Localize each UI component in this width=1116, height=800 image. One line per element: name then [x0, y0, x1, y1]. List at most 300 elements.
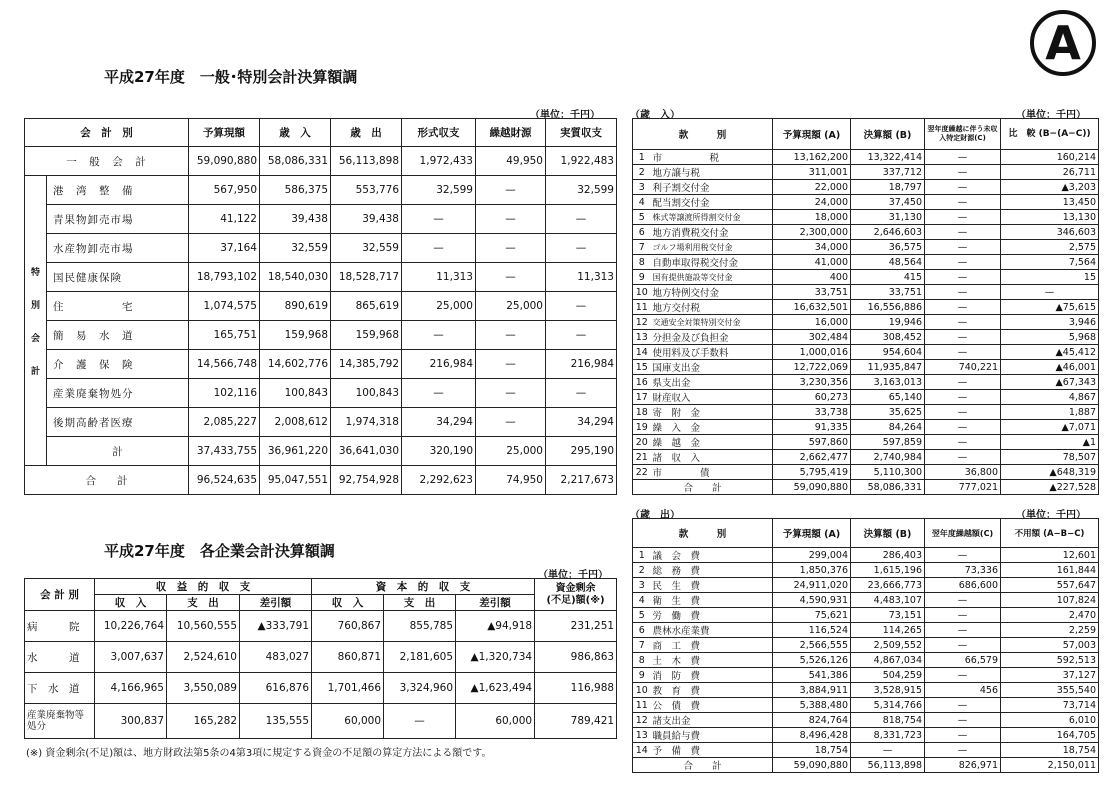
- cell: 100,843: [260, 379, 331, 408]
- row-name: 地方特例交付金: [651, 285, 773, 300]
- enterprise-title: 平成27年度 各企業会計決算額調: [104, 542, 335, 560]
- cell: —: [546, 234, 617, 263]
- row-no: 22: [633, 465, 651, 480]
- cell: 5,795,419: [773, 465, 851, 480]
- cell: 597,860: [773, 435, 851, 450]
- cell: 2,150,011: [1001, 758, 1099, 773]
- cell: 5,968: [1001, 330, 1099, 345]
- cell: 15: [1001, 270, 1099, 285]
- revenue-row: [633, 270, 1099, 285]
- row-no: 9: [633, 668, 651, 683]
- grand-total-row: [25, 466, 617, 495]
- row-no: 2: [633, 563, 651, 578]
- col-account: 会 計 別: [25, 579, 95, 611]
- col-carryover: 繰越財源: [476, 119, 546, 147]
- enterprise-row: [25, 704, 617, 739]
- expenditure-row: [633, 653, 1099, 668]
- cell: 13,130: [1001, 210, 1099, 225]
- row-no: 8: [633, 653, 651, 668]
- cell: 5,314,766: [851, 698, 925, 713]
- cell: —: [925, 195, 1001, 210]
- cell: 16,556,886: [851, 300, 925, 315]
- cell: 216,984: [546, 350, 617, 379]
- cell: 18,000: [773, 210, 851, 225]
- col-settled: 決算額 (B): [851, 519, 925, 548]
- cell: 865,619: [331, 292, 402, 321]
- cell: 58,086,331: [260, 147, 331, 176]
- cell: 56,113,898: [851, 758, 925, 773]
- cell: —: [925, 270, 1001, 285]
- row-name: 地方交付税: [651, 300, 773, 315]
- row-no: 4: [633, 593, 651, 608]
- special-label-char: 会: [30, 333, 40, 344]
- row-name: 分担金及び負担金: [651, 330, 773, 345]
- cell: —: [925, 548, 1001, 563]
- enterprise-row-label: 下 水 道: [25, 673, 95, 704]
- cell: 1,701,466: [312, 673, 384, 704]
- row-name: 国庫支出金: [651, 360, 773, 375]
- special-row: [25, 321, 617, 350]
- row-name: 諸支出金: [651, 713, 773, 728]
- cell: 26,711: [1001, 165, 1099, 180]
- row-no: 9: [633, 270, 651, 285]
- revenue-row: [633, 420, 1099, 435]
- cell: 2,259: [1001, 623, 1099, 638]
- cell: 777,021: [925, 480, 1001, 495]
- cell: 557,647: [1001, 578, 1099, 593]
- enterprise-row-label: 産業廃棄物等処分: [25, 704, 95, 739]
- cell: 59,090,880: [773, 480, 851, 495]
- cell: 24,000: [773, 195, 851, 210]
- enterprise-row: [25, 611, 617, 642]
- cell: 114,265: [851, 623, 925, 638]
- cell: 586,375: [260, 176, 331, 205]
- cell: 302,484: [773, 330, 851, 345]
- special-row: [25, 176, 617, 205]
- cell: ▲333,791: [240, 611, 312, 642]
- cell: 1,850,376: [773, 563, 851, 578]
- cell: 96,524,635: [189, 466, 260, 495]
- cell: —: [925, 225, 1001, 240]
- cell: 3,884,911: [773, 683, 851, 698]
- row-name: 繰 入 金: [651, 420, 773, 435]
- cell: 456: [925, 683, 1001, 698]
- row-name: 労 働 費: [651, 608, 773, 623]
- cell: ▲1,623,494: [456, 673, 535, 704]
- cell: 1,615,196: [851, 563, 925, 578]
- cell: 32,599: [546, 176, 617, 205]
- cell: 10,226,764: [95, 611, 167, 642]
- cell: ▲1: [1001, 435, 1099, 450]
- cell: —: [925, 623, 1001, 638]
- revenue-row: [633, 345, 1099, 360]
- col-settled: 決算額 (B): [851, 119, 925, 150]
- expenditure-row: [633, 578, 1099, 593]
- special-row: [25, 263, 617, 292]
- cell: 107,824: [1001, 593, 1099, 608]
- cell: 59,090,880: [773, 758, 851, 773]
- cell: 49,950: [476, 147, 546, 176]
- cell: 31,130: [851, 210, 925, 225]
- cell: 231,251: [535, 611, 617, 642]
- special-row: [25, 205, 617, 234]
- cell: 2,470: [1001, 608, 1099, 623]
- cell: 33,751: [851, 285, 925, 300]
- cell: 818,754: [851, 713, 925, 728]
- special-row: [25, 292, 617, 321]
- cell: —: [925, 210, 1001, 225]
- enterprise-note: (※) 資金剰余(不足)額は、地方財政法第5条の4第3項に規定する資金の不足額の算定方法による額です。: [26, 748, 492, 759]
- cell: 1,000,016: [773, 345, 851, 360]
- cell: 3,550,089: [167, 673, 240, 704]
- col-capital-out: 支 出: [384, 595, 456, 611]
- cell: —: [1001, 285, 1099, 300]
- row-name: 市 債: [651, 465, 773, 480]
- special-row-label: 産業廃棄物処分: [47, 379, 189, 408]
- row-name: 教 育 費: [651, 683, 773, 698]
- total-label: 合 計: [633, 758, 773, 773]
- cell: 165,751: [189, 321, 260, 350]
- cell: 5,110,300: [851, 465, 925, 480]
- cell: 74,950: [476, 466, 546, 495]
- cell: 25,000: [402, 292, 476, 321]
- expenditure-row: [633, 548, 1099, 563]
- cell: 6,010: [1001, 713, 1099, 728]
- cell: 860,871: [312, 642, 384, 673]
- cell: 16,000: [773, 315, 851, 330]
- revenue-total-row: [633, 480, 1099, 495]
- cell: 3,324,960: [384, 673, 456, 704]
- expenditure-row: [633, 563, 1099, 578]
- col-unused: 不用額 (A−B−C): [1001, 519, 1099, 548]
- col-income-out: 支 出: [167, 595, 240, 611]
- cell: 3,528,915: [851, 683, 925, 698]
- revenue-row: [633, 375, 1099, 390]
- cell: 18,540,030: [260, 263, 331, 292]
- cell: 34,294: [546, 408, 617, 437]
- row-no: 8: [633, 255, 651, 270]
- row-no: 10: [633, 285, 651, 300]
- special-account-label: [25, 176, 47, 466]
- cell: 73,336: [925, 563, 1001, 578]
- cell: 2,740,984: [851, 450, 925, 465]
- cell: 60,000: [456, 704, 535, 739]
- row-no: 11: [633, 698, 651, 713]
- enterprise-row: [25, 642, 617, 673]
- cell: 34,294: [402, 408, 476, 437]
- row-no: 6: [633, 623, 651, 638]
- expenditure-row: [633, 728, 1099, 743]
- row-no: 3: [633, 180, 651, 195]
- row-no: 21: [633, 450, 651, 465]
- cell: 300,837: [95, 704, 167, 739]
- cell: 483,027: [240, 642, 312, 673]
- row-no: 11: [633, 300, 651, 315]
- col-budget: 予算現額: [189, 119, 260, 147]
- row-no: 17: [633, 390, 651, 405]
- cell: 4,483,107: [851, 593, 925, 608]
- cell: 159,968: [331, 321, 402, 350]
- row-name: 農林水産業費: [651, 623, 773, 638]
- col-income-diff: 差引額: [240, 595, 312, 611]
- row-name: 株式等譲渡所得割交付金: [651, 210, 773, 225]
- cell: 3,163,013: [851, 375, 925, 390]
- cell: 25,000: [476, 292, 546, 321]
- cell: 1,922,483: [546, 147, 617, 176]
- cell: 2,085,227: [189, 408, 260, 437]
- general-unit: （単位：千円）: [530, 110, 600, 121]
- cell: 135,555: [240, 704, 312, 739]
- cell: —: [925, 330, 1001, 345]
- special-row: [25, 350, 617, 379]
- cell: 23,666,773: [851, 578, 925, 593]
- cell: 2,292,623: [402, 466, 476, 495]
- row-no: 12: [633, 315, 651, 330]
- cell: 37,127: [1001, 668, 1099, 683]
- cell: —: [925, 285, 1001, 300]
- enterprise-row-label: 水 道: [25, 642, 95, 673]
- cell: 4,867: [1001, 390, 1099, 405]
- cell: 1,972,433: [402, 147, 476, 176]
- cell: —: [925, 608, 1001, 623]
- cell: 84,264: [851, 420, 925, 435]
- cell: 24,911,020: [773, 578, 851, 593]
- cell: 2,008,612: [260, 408, 331, 437]
- row-name: 市 税: [651, 150, 773, 165]
- cell: 3,007,637: [95, 642, 167, 673]
- cell: 760,867: [312, 611, 384, 642]
- col-surplus-line1: 資金剰余: [555, 582, 596, 594]
- cell: 39,438: [331, 205, 402, 234]
- cell: 22,000: [773, 180, 851, 195]
- cell: 75,621: [773, 608, 851, 623]
- col-item: 款 別: [633, 519, 773, 548]
- cell: 159,968: [260, 321, 331, 350]
- row-no: 13: [633, 728, 651, 743]
- cell: —: [925, 698, 1001, 713]
- row-name: 配当割交付金: [651, 195, 773, 210]
- cell: 60,000: [312, 704, 384, 739]
- row-name: 衛 生 費: [651, 593, 773, 608]
- grand-total-label: 合 計: [25, 466, 189, 495]
- row-no: 14: [633, 743, 651, 758]
- cell: 32,559: [331, 234, 402, 263]
- special-row-label: 青果物卸売市場: [47, 205, 189, 234]
- row-no: 20: [633, 435, 651, 450]
- expenditure-total-row: [633, 758, 1099, 773]
- enterprise-table: [24, 578, 617, 739]
- special-row-label: 住 宅: [47, 292, 189, 321]
- special-row-label: 介 護 保 険: [47, 350, 189, 379]
- row-no: 15: [633, 360, 651, 375]
- revenue-row: [633, 210, 1099, 225]
- row-name: 利子割交付金: [651, 180, 773, 195]
- cell: —: [402, 205, 476, 234]
- cell: —: [925, 180, 1001, 195]
- cell: 2,575: [1001, 240, 1099, 255]
- cell: ▲94,918: [456, 611, 535, 642]
- cell: ▲1,320,734: [456, 642, 535, 673]
- special-row: [25, 379, 617, 408]
- cell: 57,003: [1001, 638, 1099, 653]
- col-expenditure: 歳 出: [331, 119, 402, 147]
- row-name: 消 防 費: [651, 668, 773, 683]
- revenue-row: [633, 315, 1099, 330]
- cell: 2,300,000: [773, 225, 851, 240]
- revenue-row: [633, 285, 1099, 300]
- revenue-row: [633, 225, 1099, 240]
- cell: 18,797: [851, 180, 925, 195]
- row-no: 1: [633, 150, 651, 165]
- cell: 59,090,880: [189, 147, 260, 176]
- row-name: 諸 収 入: [651, 450, 773, 465]
- revenue-row: [633, 450, 1099, 465]
- general-header-row: [25, 119, 617, 147]
- special-row: [25, 408, 617, 437]
- col-budget: 予算現額 (A): [773, 519, 851, 548]
- cell: 2,509,552: [851, 638, 925, 653]
- col-capital-group: 資 本 的 収 支: [312, 579, 535, 595]
- col-item: 款 別: [633, 119, 773, 150]
- row-name: 予 備 費: [651, 743, 773, 758]
- special-row-label: 国民健康保険: [47, 263, 189, 292]
- expenditure-table: [632, 518, 1099, 773]
- col-carryover: 翌年度繰越額(C): [925, 519, 1001, 548]
- row-name: ゴルフ場利用税交付金: [651, 240, 773, 255]
- cell: 2,217,673: [546, 466, 617, 495]
- cell: 740,221: [925, 360, 1001, 375]
- cell: 14,566,748: [189, 350, 260, 379]
- special-total-row: [25, 437, 617, 466]
- cell: 1,887: [1001, 405, 1099, 420]
- cell: 10,560,555: [167, 611, 240, 642]
- cell: 8,496,428: [773, 728, 851, 743]
- cell: 824,764: [773, 713, 851, 728]
- expenditure-unit: （単位：千円）: [1016, 510, 1086, 521]
- row-name: 土 木 費: [651, 653, 773, 668]
- cell: 890,619: [260, 292, 331, 321]
- cell: ▲67,343: [1001, 375, 1099, 390]
- cell: 32,559: [260, 234, 331, 263]
- row-name: 民 生 費: [651, 578, 773, 593]
- cell: 3,230,356: [773, 375, 851, 390]
- row-name: 交通安全対策特別交付金: [651, 315, 773, 330]
- row-no: 3: [633, 578, 651, 593]
- row-no: 4: [633, 195, 651, 210]
- row-name: 財産収入: [651, 390, 773, 405]
- col-revenue: 歳 入: [260, 119, 331, 147]
- special-row-label: 港 湾 整 備: [47, 176, 189, 205]
- revenue-row: [633, 390, 1099, 405]
- row-name: 国有提供施設等交付金: [651, 270, 773, 285]
- row-no: 12: [633, 713, 651, 728]
- enterprise-unit: （単位：千円）: [538, 570, 608, 581]
- cell: 60,273: [773, 390, 851, 405]
- cell: 66,579: [925, 653, 1001, 668]
- revenue-row: [633, 465, 1099, 480]
- cell: —: [476, 263, 546, 292]
- special-label-char: 別: [30, 300, 40, 311]
- cell: ▲75,615: [1001, 300, 1099, 315]
- row-name: 議 会 費: [651, 548, 773, 563]
- general-account-label: 一 般 会 計: [25, 147, 189, 176]
- cell: 2,566,555: [773, 638, 851, 653]
- cell: 13,450: [1001, 195, 1099, 210]
- cell: —: [476, 176, 546, 205]
- cell: 48,564: [851, 255, 925, 270]
- cell: 216,984: [402, 350, 476, 379]
- cell: 14,385,792: [331, 350, 402, 379]
- cell: 504,259: [851, 668, 925, 683]
- cell: 33,751: [773, 285, 851, 300]
- cell: —: [925, 240, 1001, 255]
- row-name: 地方消費税交付金: [651, 225, 773, 240]
- badge-a: A: [1030, 10, 1096, 76]
- cell: 18,754: [1001, 743, 1099, 758]
- cell: 8,331,723: [851, 728, 925, 743]
- cell: 616,876: [240, 673, 312, 704]
- revenue-row: [633, 180, 1099, 195]
- row-name: 繰 越 金: [651, 435, 773, 450]
- cell: 34,000: [773, 240, 851, 255]
- row-no: 18: [633, 405, 651, 420]
- row-name: 寄 附 金: [651, 405, 773, 420]
- cell: —: [925, 435, 1001, 450]
- cell: ▲45,412: [1001, 345, 1099, 360]
- cell: 1,074,575: [189, 292, 260, 321]
- cell: 73,714: [1001, 698, 1099, 713]
- enterprise-row: [25, 673, 617, 704]
- cell: 5,388,480: [773, 698, 851, 713]
- row-name: 地方譲与税: [651, 165, 773, 180]
- cell: 41,000: [773, 255, 851, 270]
- enterprise-header-row-1: [25, 579, 617, 595]
- cell: 16,632,501: [773, 300, 851, 315]
- row-no: 5: [633, 210, 651, 225]
- cell: 4,590,931: [773, 593, 851, 608]
- cell: 2,524,610: [167, 642, 240, 673]
- cell: 36,800: [925, 465, 1001, 480]
- expenditure-row: [633, 668, 1099, 683]
- cell: —: [851, 743, 925, 758]
- cell: 18,754: [773, 743, 851, 758]
- expenditure-row: [633, 608, 1099, 623]
- special-label-char: 特: [30, 267, 40, 278]
- revenue-title: （歳 入）: [630, 110, 680, 121]
- col-budget: 予算現額 (A): [773, 119, 851, 150]
- cell: ▲7,071: [1001, 420, 1099, 435]
- expenditure-row: [633, 593, 1099, 608]
- cell: —: [925, 150, 1001, 165]
- cell: 11,935,847: [851, 360, 925, 375]
- col-unreceived: 翌年度繰越に伴う未収入特定財源(C): [925, 119, 1001, 150]
- cell: —: [546, 205, 617, 234]
- col-formal-balance: 形式収支: [402, 119, 476, 147]
- revenue-row: [633, 195, 1099, 210]
- special-total-label: 計: [47, 437, 189, 466]
- cell: 73,151: [851, 608, 925, 623]
- cell: 592,513: [1001, 653, 1099, 668]
- col-compare: 比 較 (B−(A−C)): [1001, 119, 1099, 150]
- cell: 954,604: [851, 345, 925, 360]
- col-income-group: 収 益 的 収 支: [95, 579, 312, 595]
- cell: —: [546, 321, 617, 350]
- cell: 5,526,126: [773, 653, 851, 668]
- cell: 32,599: [402, 176, 476, 205]
- special-row-label: 水産物卸売市場: [47, 234, 189, 263]
- revenue-row: [633, 165, 1099, 180]
- cell: —: [925, 593, 1001, 608]
